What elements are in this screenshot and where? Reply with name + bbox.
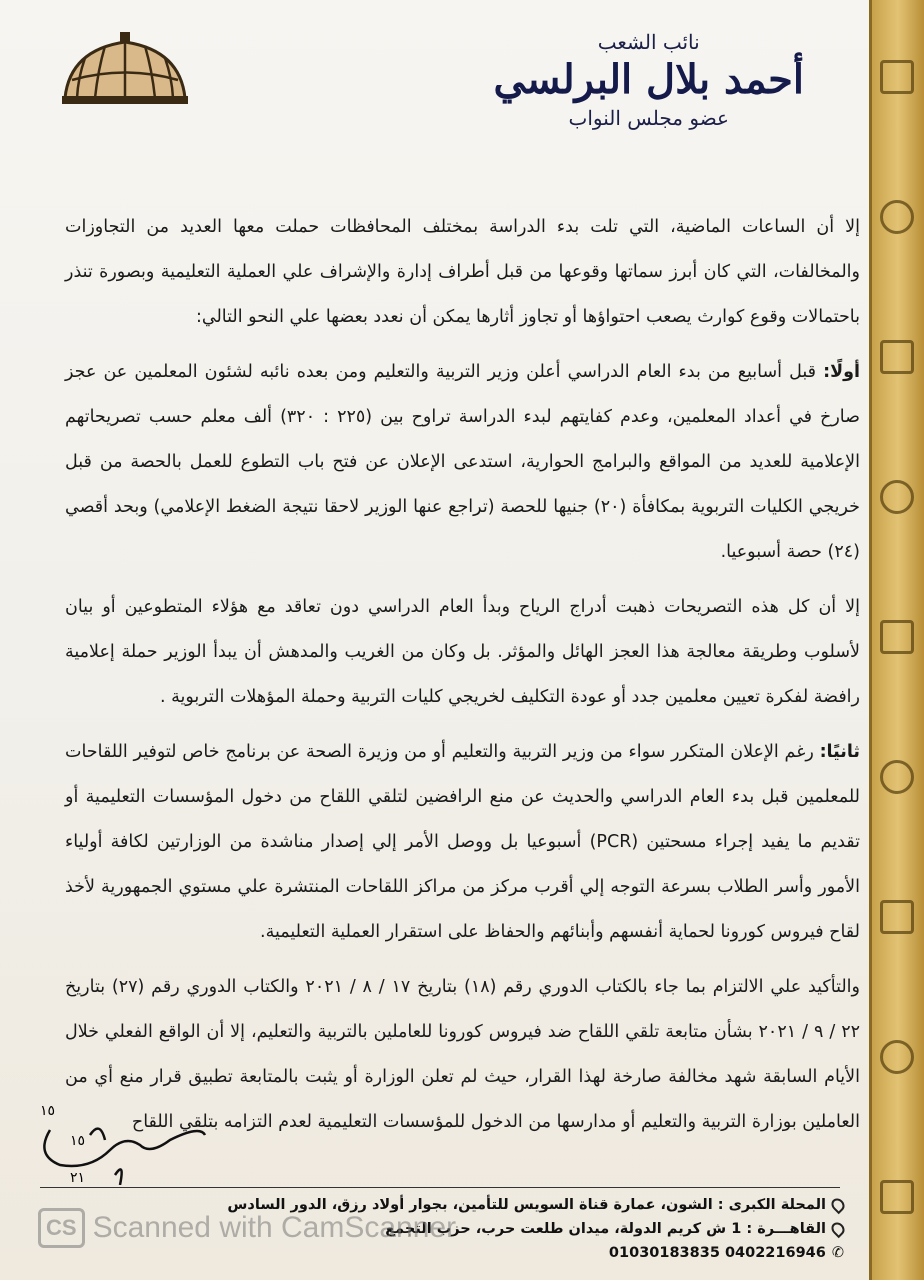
- hieroglyph-icon: [880, 200, 914, 234]
- letter-body: [65, 205, 860, 1155]
- handwritten-signature: [30, 1100, 220, 1185]
- hieroglyph-icon: [880, 1040, 914, 1074]
- paragraph-lead: أولًا:: [823, 362, 860, 382]
- hieroglyph-icon: [880, 1180, 914, 1214]
- hieroglyph-icon: [880, 340, 914, 374]
- parliament-dome-logo: [60, 30, 190, 108]
- address-cairo: القاهـــرة : 1 ش كريم الدولة، ميدان طلعت حرب، حزب التجمع: [385, 1221, 826, 1237]
- footer-divider: [40, 1187, 840, 1188]
- hieroglyph-icon: [880, 60, 914, 94]
- hieroglyph-icon: [880, 480, 914, 514]
- signature-annotation: ١٥: [70, 1133, 86, 1149]
- hieroglyph-border: [869, 0, 924, 1280]
- paragraph: والتأكيد علي الالتزام بما جاء بالكتاب الدوري رقم (١٨) بتاريخ ١٧ / ٨ / ٢٠٢١ والكتاب الدوري رقم (٢٧) بتاريخ ٢٢ / ٩ / ٢٠٢١ بشأن متابعة تلقي اللقاح ضد فيروس كورونا للعاملين بالتربية والتعليم، إلا أن الواقع الفعلي خلال الأيام السابقة شهد مخالفة صارخة لهذا القرار، حيث لم تعلن الوزارة أو يثبت بالمتابعة تطبيق قرار منع أي من العاملين بوزارة التربية والتعليم أو مدارسها من الدخول للمؤسسات التعليمية لعدم التزامه بتلقي اللقاح: [65, 977, 861, 1132]
- subtitle: عضو مجلس النواب: [568, 106, 729, 130]
- paragraph: إلا أن الساعات الماضية، التي تلت بدء الدراسة بمختلف المحافظات حملت معها العديد من التجاوزات والمخالفات، التي كان أبرز سماتها وقوعها من قبل أطراف إدارة والإشراف علي العملية التعليمية وبصورة تنذر باحتمالات وقوع كوارث يصعب احتواؤها أو تجاوز أثارها يمكن أن نعدد بعضها علي النحو التالي:: [65, 217, 860, 327]
- phone-numbers: 01030183835 0402216946: [608, 1245, 826, 1261]
- hieroglyph-icon: [880, 900, 914, 934]
- hieroglyph-icon: [880, 620, 914, 654]
- signature-annotation: ٢١: [70, 1170, 86, 1185]
- mp-name: أحمد بلال البرلسي: [493, 56, 804, 103]
- paragraph: إلا أن كل هذه التصريحات ذهبت أدراج الرياح وبدأ العام الدراسي دون تعاقد مع هؤلاء المتطوعين أو بيان لأسلوب وطريقة معالجة هذا العجز الهائل والمؤثر. بل وكان من الغريب والمدهش أن يبدأ الوزير حملة إعلامية رافضة لفكرة تعيين معلمين جدد أو عودة التكليف لخريجي كليات التربية وحملة المؤهلات التربوية .: [65, 597, 860, 707]
- signature-annotation: ١٥: [40, 1103, 56, 1119]
- paragraph: ثانيًا: رغم الإعلان المتكرر سواء من وزير التربية والتعليم أو من وزيرة الصحة عن برنامج خاص لتوفير اللقاحات للمعلمين قبل بدء العام الدراسي والحديث عن منع الرافضين لتلقي اللقاح من دخول المؤسسات التعليمية أو تقديم ما يفيد إجراء مسحتين (PCR) أسبوعيا بل ووصل الأمر إلي إصدار مناشدة من الوزارتين لكافة أولياء الأمور وأسر الطلاب بسرعة التوجه إلي أقرب مركز من مراكز اللقاحات المنتشرة علي مستوي الجمهورية لأخذ لقاح فيروس كورونا لحماية أنفسهم وأبنائهم والحفاظ على استقرار العملية التعليمية.: [65, 742, 860, 942]
- hieroglyph-icon: [880, 760, 914, 794]
- address-mahalla: المحلة الكبرى : الشون، عمارة قناة السويس للتأمين، بجوار أولاد رزق، الدور السادس: [227, 1197, 826, 1213]
- paragraph: أولًا: قبل أسابيع من بدء العام الدراسي أعلن وزير التربية والتعليم ومن بعده نائبه لشئون المعلمين عن عجز صارخ في أعداد المعلمين، وعدم كفايتهم لبدء الدراسة تراوح بين (٢٢٥ : ٣٢٠) ألف معلم حسب تصريحاتهم الإعلامية للعديد من المواقع والبرامج الحوارية، استدعى الإعلان عن فتح باب التطوع للعمل بالحصة من قبل خريجي الكليات التربوية بمكافأة (٢٠) جنيها للحصة (تراجع عنها الوزير لاحقا نتيجة الضغط الإعلامي) وبحد أقصي (٢٤) حصة أسبوعيا.: [65, 362, 860, 562]
- phone-icon: ✆: [831, 1245, 844, 1261]
- title-line: نائب الشعب: [597, 30, 700, 54]
- paragraph-lead: ثانيًا:: [819, 742, 860, 762]
- watermark-text: Scanned with CamScanner: [92, 1211, 457, 1244]
- camscanner-logo: CS: [38, 1208, 85, 1248]
- letterhead: [493, 30, 804, 130]
- camscanner-watermark: [38, 1208, 456, 1248]
